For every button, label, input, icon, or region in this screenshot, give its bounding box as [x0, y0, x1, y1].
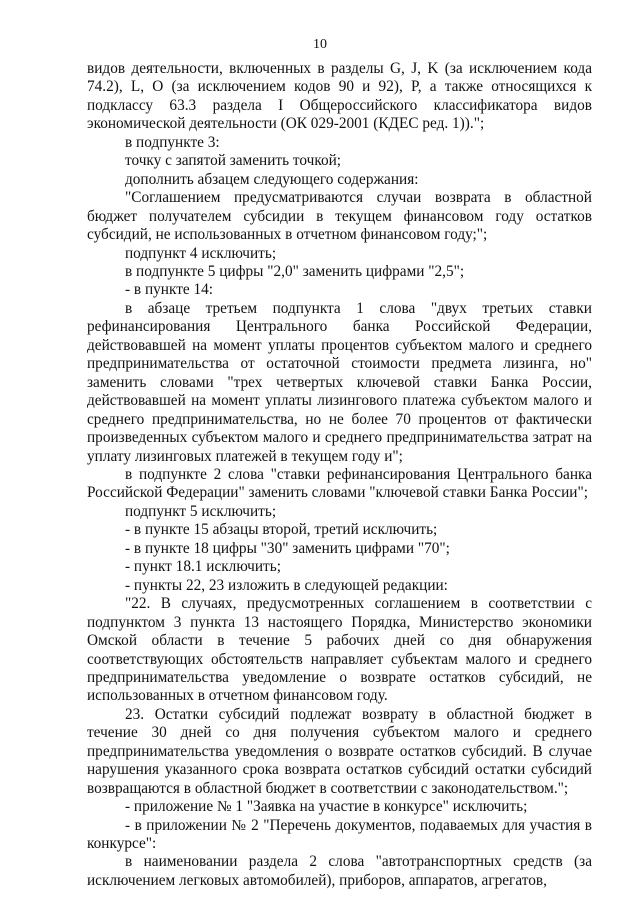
paragraph: - в пункте 14:: [125, 281, 214, 299]
paragraph: в подпункте 2 слова "ставки рефинансирования Центрального банка Российской Федерации" заменить словами "ключевой ставки Банка России";: [87, 465, 592, 502]
paragraph: "Соглашением предусматриваются случаи возврата в областной бюджет получателем субсидии в текущем финансовом году остатков субсидий, не использованных в отчетном финансовом году;";: [87, 189, 592, 244]
paragraph: точку с запятой заменить точкой;: [125, 152, 342, 170]
paragraph: в наименовании раздела 2 слова "автотранспортных средств (за исключением легковых автомобилей), приборов, аппаратов, агрегатов,: [87, 853, 592, 889]
paragraph: - пункты 22, 23 изложить в следующей редакции:: [125, 576, 448, 594]
paragraph: подпункт 4 исключить;: [125, 244, 277, 262]
paragraph: "22. В случаях, предусмотренных соглашением в соответствии с подпунктом 3 пункта 13 настоящего Порядка, Министерство экономики Омской области в течение 5 рабочих дней со дня обнаружения соответствующих обстоятельств направляет субъектам малого и среднего предпринимательства уведомление о возврате остатков субсидий, не использованных в отчетном финансовом году.: [87, 595, 592, 705]
paragraph: - в приложении № 2 "Перечень документов, подаваемых для участия в конкурсе":: [87, 816, 592, 853]
paragraph: - пункт 18.1 исключить;: [125, 558, 281, 576]
page-number: 10: [313, 37, 327, 52]
paragraph: подпункт 5 исключить;: [125, 502, 277, 520]
paragraph: в абзаце третьем подпункта 1 слова "двух третьих ставки рефинансирования Центрального банка Российской Федерации, действовавшей на момент уплаты процентов субъектом малого и среднего предпринимательства от остаточной стоимости предмета лизинга, но" заменить словами "трех четвертых ключевой ставки Банка России, действовавшей на момент уплаты лизингового платежа субъектом малого и среднего предпринимательства, но не более 70 процентов от фактически произведенных субъектом малого и среднего предпринимательства затрат на уплату лизинговых платежей в текущем году и";: [87, 299, 592, 465]
paragraph: в подпункте 5 цифры "2,0" заменить цифрами "2,5";: [125, 262, 465, 280]
paragraph: - приложение № 1 "Заявка на участие в конкурсе" исключить;: [125, 798, 528, 816]
paragraph: видов деятельности, включенных в разделы G, J, K (за исключением кода 74.2), L, O (за исключением кодов 90 и 92), P, а также относящихся к подклассу 63.3 раздела I Общероссийского классификатора видов экономической деятельности (ОК 029-2001 (КДЕС ред. 1)).";: [87, 60, 592, 133]
paragraph: 23. Остатки субсидий подлежат возврату в областной бюджет в течение 30 дней со дня получения субъектом малого и среднего предпринимательства уведомления о возврате остатков субсидий. В случае нарушения указанного срока возврата остатков субсидий остатки субсидий возвращаются в областной бюджет в соответствии с законодательством.";: [87, 705, 592, 797]
paragraph: в подпункте 3:: [125, 133, 220, 151]
document-body: [87, 60, 592, 890]
paragraph: - в пункте 15 абзацы второй, третий исключить;: [125, 521, 438, 539]
paragraph: дополнить абзацем следующего содержания:: [125, 170, 419, 188]
paragraph: - в пункте 18 цифры "30" заменить цифрами "70";: [125, 539, 450, 557]
